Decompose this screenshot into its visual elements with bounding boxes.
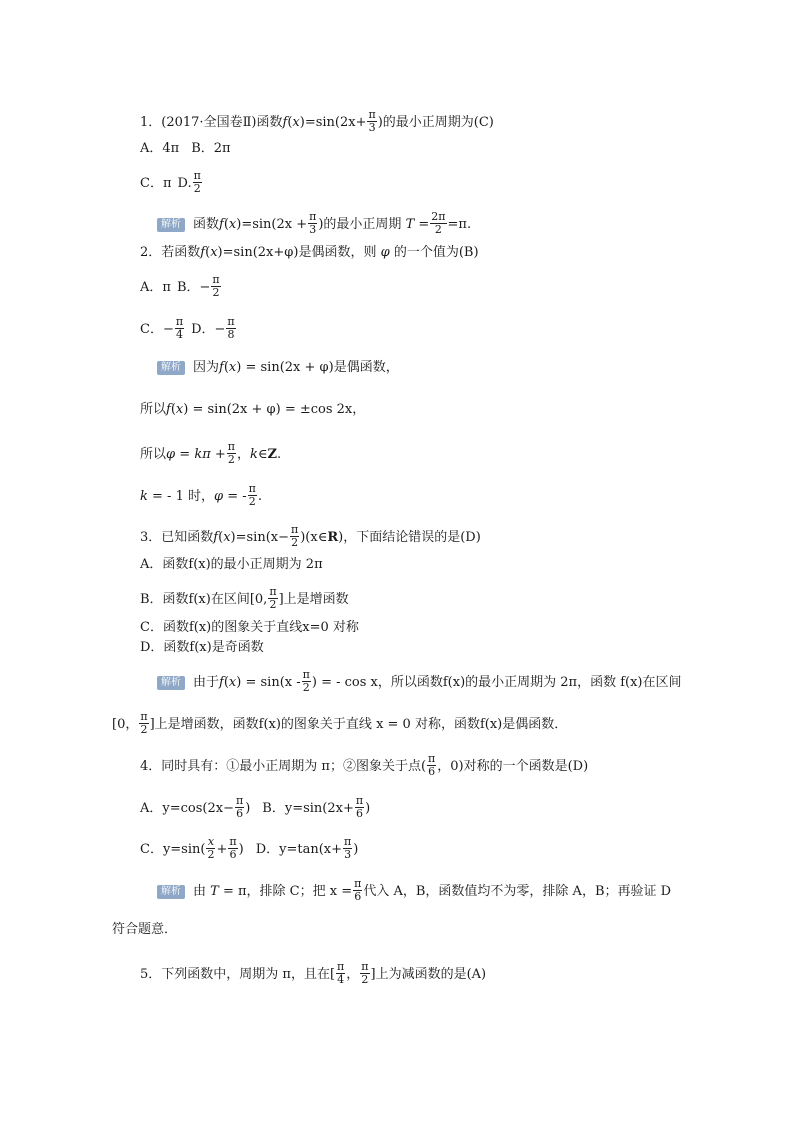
q3-option-d: D．函数f(x)是奇函数 <box>140 640 264 655</box>
q3-analysis: 解析 由于f(x) = sin(x - $\frac{\pi}{2}$ ) = - cos x，所以函数f(x)的最小正周期为 2π，函数 f(x)在区间 <box>157 670 682 695</box>
q4-options-cd: C．y=sin( $\frac{x}{2}$ + $\frac{\pi}{6}$ ) D．y=tan(x+ $\frac{\pi}{3}$ ) <box>140 835 359 861</box>
q3-analysis-line2: [0， $\frac{\pi}{2}$ ]上是增函数，函数f(x)的图象关于直线 x = 0 对称，函数f(x)是偶函数． <box>112 710 568 736</box>
q2-options-ab: A．π B．− $\frac{\pi}{2}$ <box>140 273 220 299</box>
q3-option-a: A．函数f(x)的最小正周期为 2π <box>140 557 323 572</box>
analysis-badge: 解析 <box>157 361 185 375</box>
q2-analysis-line3: 所以φ = kπ + $\frac{\pi}{2}$ ，k∈Z. <box>140 440 282 466</box>
q5-stem: 5．下列函数中，周期为 π，且在[ $\frac{\pi}{4}$ ， $\frac{\pi}{2}$ ]上为减函数的是(A) <box>140 960 487 986</box>
q4-options-ab: A．y=cos(2x− $\frac{\pi}{6}$ ) B．y=sin(2x+ $\frac{\pi}{6}$ ) <box>140 794 371 820</box>
q3-option-b: B．函数f(x)在区间[0, $\frac{\pi}{2}$ ]上是增函数 <box>140 585 349 611</box>
q1-stem: 1．(2017·全国卷Ⅱ)函数f(x)=sin(2x+ $\frac{\pi}{3}$ )的最小正周期为(C) <box>140 108 494 134</box>
q2-options-cd: C．− $\frac{\pi}{4}$ D．− $\frac{\pi}{8}$ <box>140 315 235 341</box>
q4-stem: 4．同时具有：①最小正周期为 π；②图象关于点( $\frac{\pi}{6}$ ，0)对称的一个函数是(D) <box>140 752 589 778</box>
q3-stem: 3．已知函数f(x)=sin(x− $\frac{\pi}{2}$ )(x∈R)，下面结论错误的是(D) <box>140 523 481 549</box>
q3-option-c: C．函数f(x)的图象关于直线x=0 对称 <box>140 620 359 635</box>
q2-analysis-line4: k = - 1 时，φ = - $\frac{\pi}{2}$ . <box>140 482 263 508</box>
fraction: $\frac{\pi}{3}$ <box>368 108 376 134</box>
q2-analysis-line2: 所以f(x) = sin(2x + φ) = ±cos 2x， <box>140 402 366 417</box>
analysis-badge: 解析 <box>157 676 185 690</box>
q4-analysis: 解析 由 T = π，排除 C；把 x = $\frac{\pi}{6}$ 代入 A，B，函数值均不为零，排除 A，B；再验证 D <box>157 879 671 904</box>
q1-options-cd: C．π D. $\frac{\pi}{2}$ <box>140 169 201 195</box>
q4-analysis-line2: 符合题意． <box>112 922 178 937</box>
q2-analysis: 解析 因为f(x) = sin(2x + φ)是偶函数， <box>157 359 399 377</box>
q1-options-ab: A．4π B．2π <box>140 141 231 156</box>
analysis-badge: 解析 <box>157 218 185 232</box>
analysis-badge: 解析 <box>157 885 185 899</box>
q2-stem: 2．若函数f(x)=sin(2x+φ)是偶函数，则 φ 的一个值为(B) <box>140 245 479 260</box>
q1-analysis: 解析 函数f(x)=sin(2x + $\frac{\pi}{3}$ )的最小正周期 T = $\frac{2\pi}{2}$ =π. <box>157 212 471 237</box>
